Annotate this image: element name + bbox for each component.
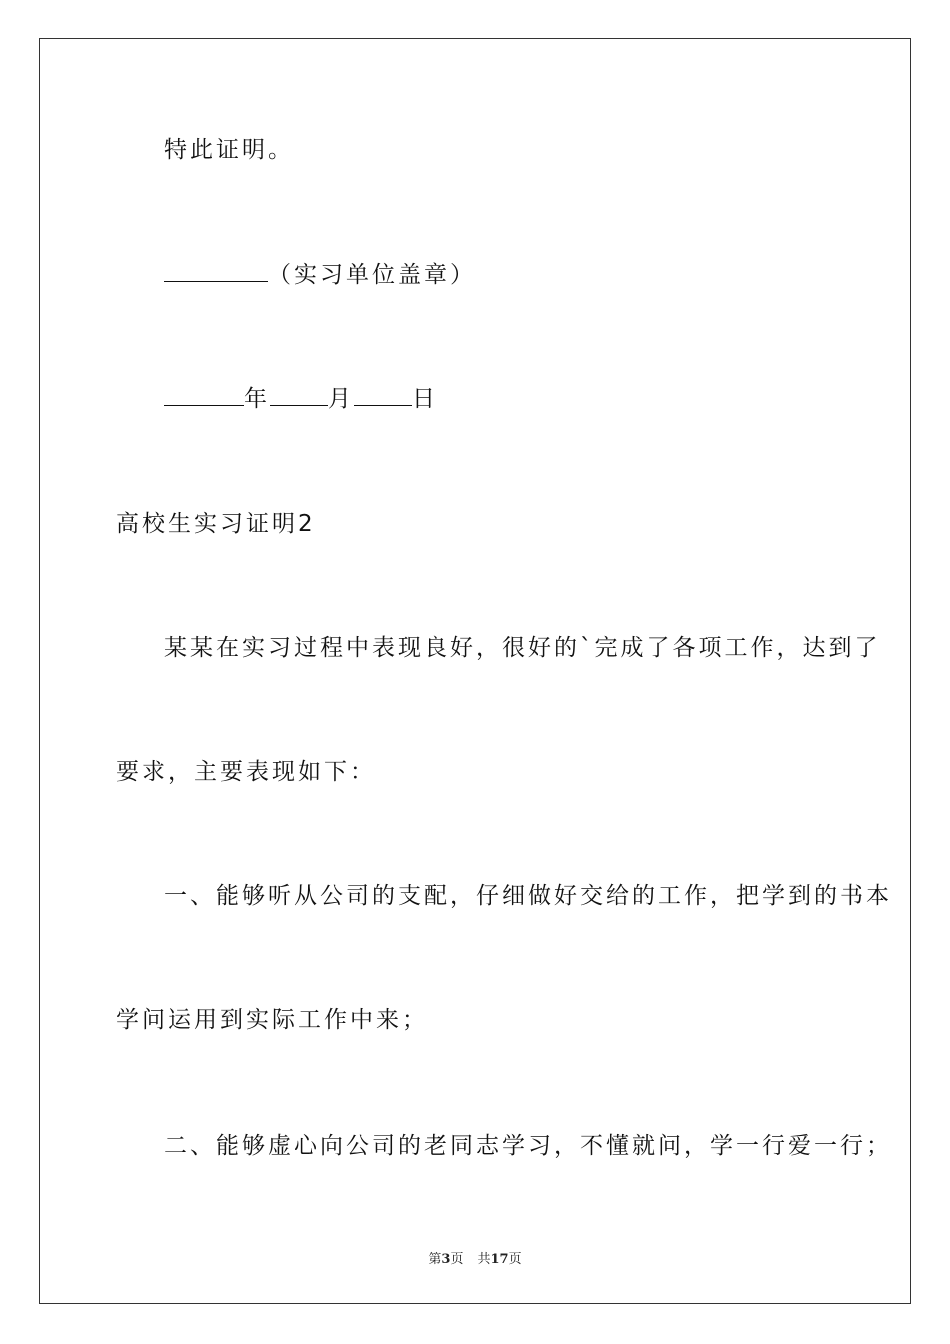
year-blank (164, 383, 244, 406)
date-line (164, 383, 438, 414)
total-pages: 17 (490, 1252, 509, 1267)
day-blank (354, 383, 412, 406)
section-title: 高校生实习证明2 (116, 511, 316, 537)
page-footer (0, 1248, 950, 1267)
page-suffix: 页 (450, 1252, 464, 1267)
seal-line (164, 259, 476, 290)
closing-text: 特此证明。 (164, 137, 294, 163)
total-suffix: 页 (508, 1252, 522, 1267)
para1-line1: 某某在实习过程中表现良好，很好的`完成了各项工作，达到了 (164, 635, 881, 661)
item2-line1: 二、能够虚心向公司的老同志学习，不懂就问，学一行爱一行； (164, 1133, 892, 1159)
item1-line1: 一、能够听从公司的支配，仔细做好交给的工作，把学到的书本 (164, 883, 892, 909)
page-number: 3 (441, 1252, 451, 1267)
total-prefix: 共 (477, 1252, 491, 1267)
seal-label: （实习单位盖章） (268, 262, 476, 288)
item1-line2: 学问运用到实际工作中来； (116, 1007, 428, 1033)
month-label: 月 (328, 386, 354, 412)
day-label: 日 (412, 386, 438, 412)
para1-line2: 要求，主要表现如下： (116, 759, 376, 785)
page-frame (39, 38, 911, 1304)
page-prefix: 第 (428, 1252, 442, 1267)
seal-blank (164, 259, 268, 282)
year-label: 年 (244, 386, 270, 412)
month-blank (270, 383, 328, 406)
